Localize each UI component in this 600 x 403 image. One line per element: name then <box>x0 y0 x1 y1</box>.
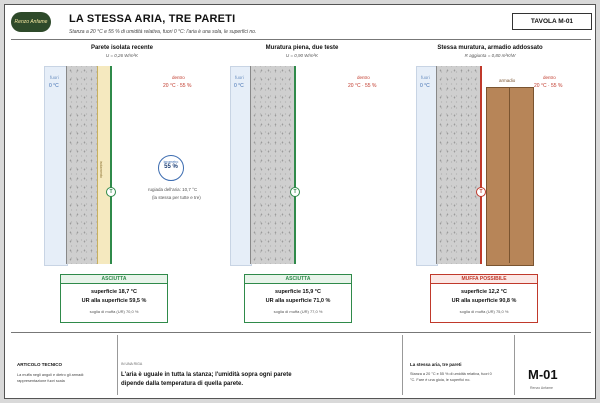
panel-1-inside-value: 20 °C · 55 % <box>163 83 192 89</box>
footer-key-message: L'aria è uguale in tutta la stanza; l'umidità sopra ogni parete dipende dalla temperatura di quella parete. <box>121 372 292 387</box>
dew-point-note: rugiada dell'aria: 10,7 °C <box>148 187 198 192</box>
header-divider <box>11 39 591 40</box>
panel-1-inside-label: dentro <box>172 75 185 80</box>
panel-3-thermometer-icon: T <box>476 187 486 197</box>
wardrobe-door-seam <box>509 88 510 263</box>
panel-3-surface-temp: superficie 12,2 °C <box>461 289 507 295</box>
panel-1-result-box <box>60 274 168 323</box>
panel-2-status-badge: ASCIUTTA <box>245 275 351 284</box>
panel-3-mold-threshold: soglia di muffa (UR) 75,0 % <box>459 309 509 314</box>
footer-author: Renzo Anfame <box>530 386 553 390</box>
panel-3-outside-zone <box>416 66 438 266</box>
panel-1-surface-rh: UR alla superficie 59,5 % <box>81 298 147 304</box>
page-subtitle: Stanza a 20 °C e 55 % di umidità relativa, fuori 0 °C: l'aria è una sola, le superfici no. <box>69 29 257 35</box>
brand-logo: Renzo Anfame <box>11 12 51 32</box>
footer-article-title: ARTICOLO TECNICO <box>17 362 62 367</box>
footer-article-text: La muffa negli angoli e dietro gli armadi: rappresentazione fuori scala <box>17 373 85 383</box>
panel-1-u-value: U = 0,26 W/m²K <box>105 53 139 58</box>
footer-sheet-title: La stessa aria, tre pareti <box>410 362 462 367</box>
hygrometer-gauge <box>158 155 184 181</box>
wardrobe <box>486 87 534 266</box>
panel-1-masonry-wall <box>66 66 98 264</box>
panel-2-inside-value: 20 °C · 55 % <box>348 83 377 89</box>
page-title: LA STESSA ARIA, TRE PARETI <box>69 13 236 25</box>
panel-1-outside-zone <box>44 66 68 266</box>
hygrometer-value: 55 % <box>164 164 178 170</box>
sheet-code: M-01 <box>528 367 558 382</box>
plate-number: TAVOLA M-01 <box>512 13 592 30</box>
panel-2-inside-label: dentro <box>357 75 370 80</box>
panel-3-status-badge: MUFFA POSSIBILE <box>431 275 537 284</box>
panel-3-title: Stessa muratura, armadio addossato <box>437 45 543 51</box>
hygrometer-label: igrometro <box>163 160 179 164</box>
panel-3-inside-value: 20 °C · 55 % <box>534 83 563 89</box>
panel-3-u-value: R aggiunta = 0,80 m²K/W <box>464 53 516 58</box>
panel-1-outside-value: 0 °C <box>49 83 59 89</box>
footer-sheet-cell <box>402 335 515 395</box>
footer-message-cell <box>117 335 403 395</box>
panel-2-thermometer-icon: T <box>290 187 300 197</box>
panel-2-masonry-wall <box>250 66 295 264</box>
panel-1-title: Parete isolata recente <box>90 45 154 51</box>
panel-2-outside-value: 0 °C <box>234 83 244 89</box>
footer-caption: IN UNA RIGA <box>121 362 143 366</box>
panel-3-inside-label: dentro <box>543 75 556 80</box>
panel-2-title: Muratura piena, due teste <box>265 45 339 51</box>
panel-3-outside-label: fuori <box>421 75 430 80</box>
footer-divider <box>11 332 591 333</box>
panel-1-outside-label: fuori <box>50 75 59 80</box>
panel-2-outside-zone <box>230 66 252 266</box>
panel-2-mold-threshold: soglia di muffa (UR) 77,0 % <box>273 309 323 314</box>
dew-point-subnote: (la stessa per tutte e tre) <box>152 195 201 200</box>
panel-2-outside-label: fuori <box>235 75 244 80</box>
panel-3-result-box <box>430 274 538 323</box>
footer-sheet-text: Stanza a 20 °C e 55 % di umidità relativa, fuori 0 °C. Fare è una gioia, le superfici no. <box>410 372 492 382</box>
panel-3-masonry-wall <box>436 66 481 264</box>
panel-1-thermometer-icon: T <box>106 187 116 197</box>
panel-3-surface-rh: UR alla superficie 90,8 % <box>451 298 517 304</box>
panel-1-mold-threshold: soglia di muffa (UR) 70,0 % <box>89 309 139 314</box>
panel-2-u-value: U = 0,90 W/m²K <box>285 53 319 58</box>
panel-1-surface-line <box>110 66 112 264</box>
wardrobe-label: armadio <box>499 78 516 83</box>
panel-2-surface-rh: UR alla superficie 71,0 % <box>265 298 331 304</box>
panel-2-surface-line <box>294 66 296 264</box>
footer-code-cell <box>514 335 591 395</box>
footer-article-cell <box>11 335 118 395</box>
panel-2-surface-temp: superficie 15,9 °C <box>275 289 321 295</box>
panel-3-outside-value: 0 °C <box>420 83 430 89</box>
panel-1-surface-temp: superficie 18,7 °C <box>91 289 137 295</box>
panel-3-surface-line <box>480 66 482 264</box>
panel-1-status-badge: ASCIUTTA <box>61 275 167 284</box>
panel-2-result-box <box>244 274 352 323</box>
drawing-sheet <box>4 4 596 399</box>
panel-1-insulation-label: isolamento <box>99 161 103 178</box>
